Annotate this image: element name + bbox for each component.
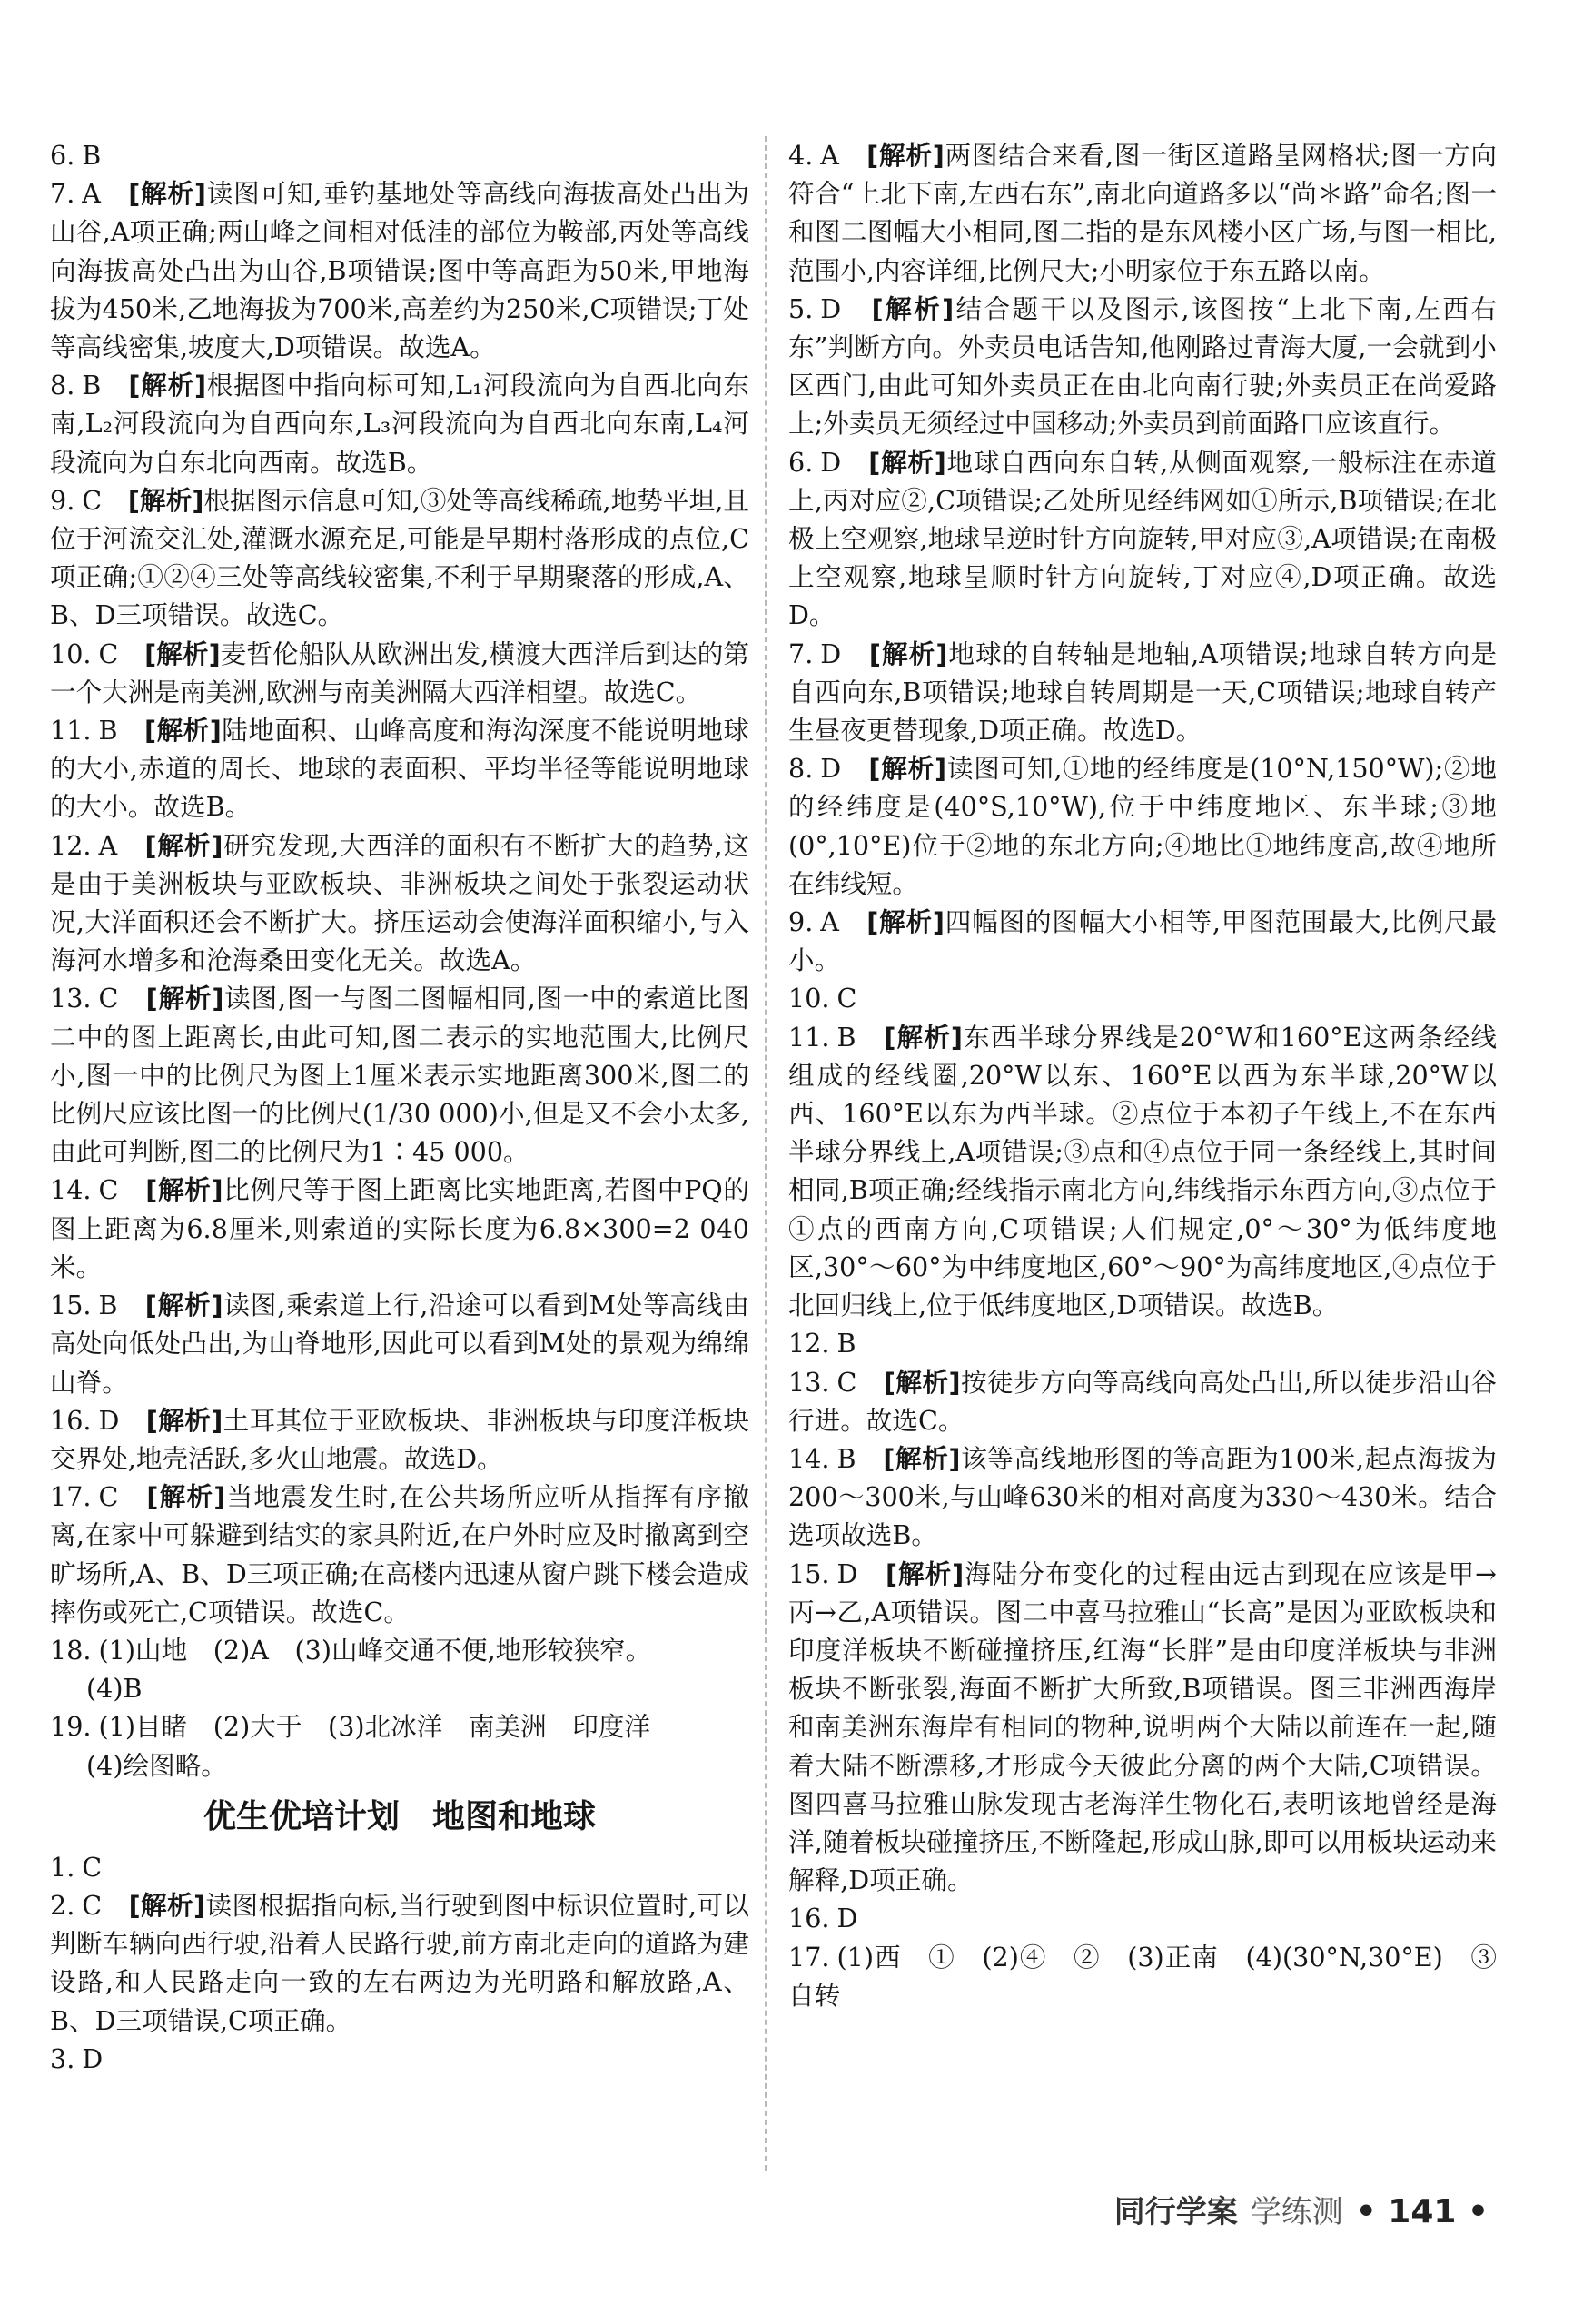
answer-item — [50, 979, 749, 1171]
analysis-tag: [解析] — [883, 1442, 961, 1474]
answer-continuation: (4)绘图略。 — [86, 1749, 227, 1781]
answer-item — [788, 443, 1497, 635]
answer-number: 18. — [50, 1634, 92, 1666]
page-footer — [1114, 2187, 1489, 2231]
answer-choice: C — [98, 1174, 119, 1206]
answer-choice: A — [820, 906, 839, 938]
answer-text: (1)目睹 (2)大于 (3)北冰洋 南美洲 印度洋 — [98, 1711, 651, 1743]
answer-number: 16. — [50, 1404, 92, 1436]
answer-choice: B — [82, 370, 102, 401]
analysis-tag: [解析] — [144, 829, 223, 861]
analysis-tag: [解析] — [868, 446, 946, 478]
analysis-tag: [解析] — [127, 484, 204, 516]
answer-number: 17. — [50, 1481, 92, 1513]
answer-choice: B — [836, 1328, 856, 1360]
answer-item — [50, 1171, 749, 1286]
answer-item — [788, 1363, 1497, 1439]
analysis-tag: [解析] — [144, 715, 222, 747]
analysis-tag: [解析] — [868, 753, 947, 785]
answer-item — [788, 635, 1497, 750]
answer-choice: C — [82, 1851, 103, 1883]
analysis-tag: [解析] — [146, 1481, 226, 1513]
analysis-tag: [解析] — [144, 1290, 223, 1321]
answer-item — [50, 136, 749, 174]
page-number: • 141 • — [1355, 2193, 1489, 2230]
answer-choice: B — [836, 1021, 856, 1053]
answer-number: 6. — [788, 446, 814, 478]
answer-item — [788, 1324, 1497, 1362]
answer-choice: C — [82, 1889, 103, 1921]
answer-text: 根据图中指向标可知,L₁河段流向为自西北向东南,L₂河段流向为自西向东,L₃河段流向为自西北向东南,L₄河段流向为自东北向西南。故选B。 — [50, 370, 749, 478]
answer-number: 16. — [788, 1903, 830, 1934]
answer-text: 当地震发生时,在公共场所应听从指挥有序撤离,在家中可躲避到结实的家具附近,在户外时应及时撤离到空旷场所,A、B、D三项正确;在高楼内迅速从窗户跳下楼会造成摔伤或死亡,C项错误。故选C。 — [50, 1481, 749, 1627]
answer-choice: C — [836, 1366, 857, 1398]
answer-text: 海陆分布变化的过程由远古到现在应该是甲→丙→乙,A项错误。图二中喜马拉雅山“长高”是因为亚欧板块和印度洋板块不断碰撞挤压,红海“长胖”是由印度洋板块与非洲板块不断张裂,海面不断扩大所致,B项错误。图三非洲西海岸和南美洲东海岸有相同的物种,说明两个大陆以前连在一起,随着大陆不断漂移,才形成今天彼此分离的两个大陆,C项错误。图四喜马拉雅山脉发现古老海洋生物化石,表明该地曾经是海洋,随着板块碰撞挤压,不断隆起,形成山脉,即可以用板块运动来解释,D项正确。 — [788, 1558, 1497, 1896]
answer-item — [788, 1555, 1497, 1900]
answer-number: 10. — [50, 638, 92, 669]
analysis-tag: [解析] — [871, 292, 955, 324]
answer-choice: D — [820, 638, 842, 669]
answer-choice: D — [820, 446, 842, 478]
answer-text: 读图可知,①地的经纬度是(10°N,150°W);②地的经纬度是(40°S,10°W),位于中纬度地区、东半球;③地(0°,10°E)位于②地的东北方向;④地比①地纬度高,故④地所在纬线短。 — [788, 753, 1497, 899]
column-divider — [765, 136, 767, 2171]
analysis-tag: [解析] — [145, 983, 224, 1014]
answer-text: (1)西 ① (2)④ ② (3)正南 (4)(30°N,30°E) ③自转 — [788, 1941, 1497, 2011]
answer-item — [50, 2040, 749, 2078]
answer-number: 8. — [50, 370, 75, 401]
answer-item — [788, 1899, 1497, 1937]
answer-number: 12. — [788, 1328, 830, 1360]
answer-choice: D — [836, 1903, 858, 1934]
answer-continuation: (4)B — [86, 1673, 143, 1705]
answer-text: 比例尺等于图上距离比实地距离,若图中PQ的图上距离为6.8厘米,则索道的实际长度为6.8×300=2 040米。 — [50, 1174, 749, 1282]
answer-number: 15. — [50, 1290, 92, 1321]
answer-item — [788, 1018, 1497, 1325]
answer-choice: A — [820, 140, 839, 171]
answer-number: 1. — [50, 1851, 75, 1883]
left-column — [50, 136, 749, 2078]
answer-item — [50, 1707, 749, 1745]
answer-item — [50, 174, 749, 366]
answer-text: 地球的自转轴是地轴,A项错误;地球自转方向是自西向东,B项错误;地球自转周期是一天,C项错误;地球自转产生昼夜更替现象,D项正确。故选D。 — [788, 638, 1497, 747]
answer-item — [50, 1286, 749, 1401]
answer-text: 读图,图一与图二图幅相同,图一中的索道比图二中的图上距离长,由此可知,图二表示的实地范围大,比例尺小,图一中的比例尺为图上1厘米表示实地距离300米,图二的比例尺应该比图一的比例尺(1/30 000)小,但是又不会小太多,由此可判断,图二的比例尺为1∶45 000。 — [50, 983, 749, 1168]
right-column — [788, 136, 1497, 2014]
answer-choice: A — [82, 178, 101, 210]
answer-item — [788, 136, 1497, 290]
answer-item — [50, 635, 749, 711]
answer-item — [50, 1401, 749, 1478]
answer-text: 四幅图的图幅大小相等,甲图范围最大,比例尺最小。 — [788, 906, 1497, 976]
answer-text: 两图结合来看,图一街区道路呈网格状;图一方向符合“上北下南,左西右东”,南北向道路多以“尚＊路”命名;图一和图二图幅大小相同,图二指的是东风楼小区广场,与图一相比,范围小,内容详细,比例尺大;小明家位于东五路以南。 — [788, 140, 1497, 286]
answer-item — [50, 1848, 749, 1886]
answer-number: 7. — [788, 638, 814, 669]
answer-choice: D — [98, 1404, 120, 1436]
answer-number: 14. — [50, 1174, 92, 1206]
answer-number: 11. — [50, 715, 92, 747]
answer-number: 14. — [788, 1442, 830, 1474]
analysis-tag: [解析] — [128, 178, 206, 210]
answer-number: 5. — [788, 292, 814, 324]
answer-item — [50, 481, 749, 635]
answer-item — [50, 1631, 749, 1669]
answer-choice: D — [820, 753, 842, 785]
answer-text: 该等高线地形图的等高距为100米,起点海拔为200～300米,与山峰630米的相对高度为330～430米。结合选项故选B。 — [788, 1442, 1497, 1551]
answer-item — [788, 979, 1497, 1017]
analysis-tag: [解析] — [883, 1366, 961, 1398]
answer-choice: B — [98, 715, 118, 747]
section-title: 优生优培计划 地图和地球 — [203, 1797, 596, 1835]
answer-text: 读图,乘索道上行,沿途可以看到M处等高线由高处向低处凸出,为山脊地形,因此可以看到M处的景观为绵绵山脊。 — [50, 1290, 749, 1398]
answer-choice: C — [82, 484, 103, 516]
analysis-tag: [解析] — [884, 1021, 963, 1053]
answer-item — [788, 1938, 1497, 2014]
analysis-tag: [解析] — [128, 1889, 206, 1921]
answer-item — [788, 749, 1497, 903]
answer-choice: C — [98, 983, 119, 1014]
answer-choice: C — [98, 1481, 119, 1513]
answer-choice: A — [98, 829, 118, 861]
analysis-tag: [解析] — [145, 1404, 223, 1436]
answer-item — [50, 366, 749, 481]
analysis-tag: [解析] — [866, 140, 945, 171]
answer-item — [50, 711, 749, 826]
answer-number: 9. — [788, 906, 814, 938]
answer-number: 15. — [788, 1558, 830, 1589]
answer-number: 8. — [788, 753, 814, 785]
analysis-tag: [解析] — [145, 1174, 223, 1206]
analysis-tag: [解析] — [128, 370, 207, 401]
answer-item — [50, 1478, 749, 1631]
answer-text: 读图可知,垂钓基地处等高线向海拔高处凸出为山谷,A项正确;两山峰之间相对低洼的部位为鞍部,丙处等高线向海拔高处凸出为山谷,B项错误;图中等高距为50米,甲地海拔为450米,乙地海拔为700米,高差约为250米,C项错误;丁处等高线密集,坡度大,D项错误。故选A。 — [50, 178, 749, 363]
analysis-tag: [解析] — [144, 638, 221, 669]
answer-item — [788, 903, 1497, 979]
answer-number: 13. — [50, 983, 92, 1014]
answer-number: 3. — [50, 2042, 75, 2074]
answer-number: 9. — [50, 484, 75, 516]
answer-text: 土耳其位于亚欧板块、非洲板块与印度洋板块交界处,地壳活跃,多火山地震。故选D。 — [50, 1404, 749, 1474]
answer-choice: B — [836, 1442, 856, 1474]
analysis-tag: [解析] — [866, 906, 945, 938]
answer-text: 结合题干以及图示,该图按“上北下南,左西右东”判断方向。外卖员电话告知,他刚路过青海大厦,一会就到小区西门,由此可知外卖员正在由北向南行驶;外卖员正在尚爱路上;外卖员无须经过中国移动;外卖员到前面路口应该直行。 — [788, 292, 1497, 440]
answer-choice: D — [82, 2042, 104, 2074]
answer-number: 17. — [788, 1941, 830, 1973]
answer-item — [50, 826, 749, 980]
answer-item — [788, 290, 1497, 443]
answer-choice: D — [836, 1558, 858, 1589]
answer-text: 读图根据指向标,当行驶到图中标识位置时,可以判断车辆向西行驶,沿着人民路行驶,前方南北走向的道路为建设路,和人民路走向一致的左右两边为光明路和解放路,A、B、D三项错误,C项正确。 — [50, 1889, 749, 2036]
answer-text: (1)山地 (2)A (3)山峰交通不便,地形较狭窄。 — [98, 1634, 652, 1666]
answer-number: 13. — [788, 1366, 830, 1398]
analysis-tag: [解析] — [885, 1558, 965, 1589]
answer-number: 7. — [50, 178, 75, 210]
answer-number: 4. — [788, 140, 814, 171]
answer-number: 19. — [50, 1711, 92, 1743]
analysis-tag: [解析] — [868, 638, 948, 669]
answer-choice: C — [836, 983, 857, 1014]
answer-number: 10. — [788, 983, 830, 1014]
answer-choice: D — [820, 292, 842, 324]
answer-text: 研究发现,大西洋的面积有不断扩大的趋势,这是由于美洲板块与亚欧板块、非洲板块之间处于张裂运动状况,大洋面积还会不断扩大。挤压运动会使海洋面积缩小,与入海河水增多和沧海桑田变化无关。故选A。 — [50, 829, 749, 976]
answer-text: 麦哲伦船队从欧洲出发,横渡大西洋后到达的第一个大洲是南美洲,欧洲与南美洲隔大西洋相望。故选C。 — [50, 638, 749, 707]
answer-choice: B — [82, 140, 102, 171]
answer-text: 按徒步方向等高线向高处凸出,所以徒步沿山谷行进。故选C。 — [788, 1366, 1497, 1436]
answer-number: 6. — [50, 140, 75, 171]
answer-choice: C — [98, 638, 119, 669]
answer-item — [50, 1886, 749, 2040]
answer-text: 东西半球分界线是20°W和160°E这两条经线组成的经线圈,20°W以东、160°E以西为东半球,20°W以西、160°E以东为西半球。②点位于本初子午线上,不在东西半球分界线上,A项错误;③点和④点位于同一条经线上,其时间相同,B项正确;经线指示南北方向,纬线指示东西方向,③点位于①点的西南方向,C项错误;人们规定,0°～30°为低纬度地区,30°～60°为中纬度地区,60°～90°为高纬度地区,④点位于北回归线上,位于低纬度地区,D项错误。故选B。 — [788, 1021, 1497, 1321]
answer-text: 根据图示信息可知,③处等高线稀疏,地势平坦,且位于河流交汇处,灌溉水源充足,可能是早期村落形成的点位,C项正确;①②④三处等高线较密集,不利于早期聚落的形成,A、B、D三项错误。故选C。 — [50, 484, 749, 631]
answer-item — [788, 1439, 1497, 1555]
answer-text: 地球自西向东自转,从侧面观察,一般标注在赤道上,丙对应②,C项错误;乙处所见经纬网如①所示,B项错误;在北极上空观察,地球呈逆时针方向旋转,甲对应③,A项错误;在南极上空观察,地球呈顺时针方向旋转,丁对应④,D项正确。故选D。 — [788, 446, 1497, 631]
answer-choice: B — [98, 1290, 118, 1321]
footer-series: 学练测 — [1250, 2194, 1343, 2230]
answer-text: 陆地面积、山峰高度和海沟深度不能说明地球的大小,赤道的周长、地球的表面积、平均半径等能说明地球的大小。故选B。 — [50, 715, 749, 823]
answer-number: 12. — [50, 829, 92, 861]
footer-brand: 同行学案 — [1113, 2194, 1238, 2230]
answer-number: 11. — [788, 1021, 830, 1053]
answer-number: 2. — [50, 1889, 75, 1921]
